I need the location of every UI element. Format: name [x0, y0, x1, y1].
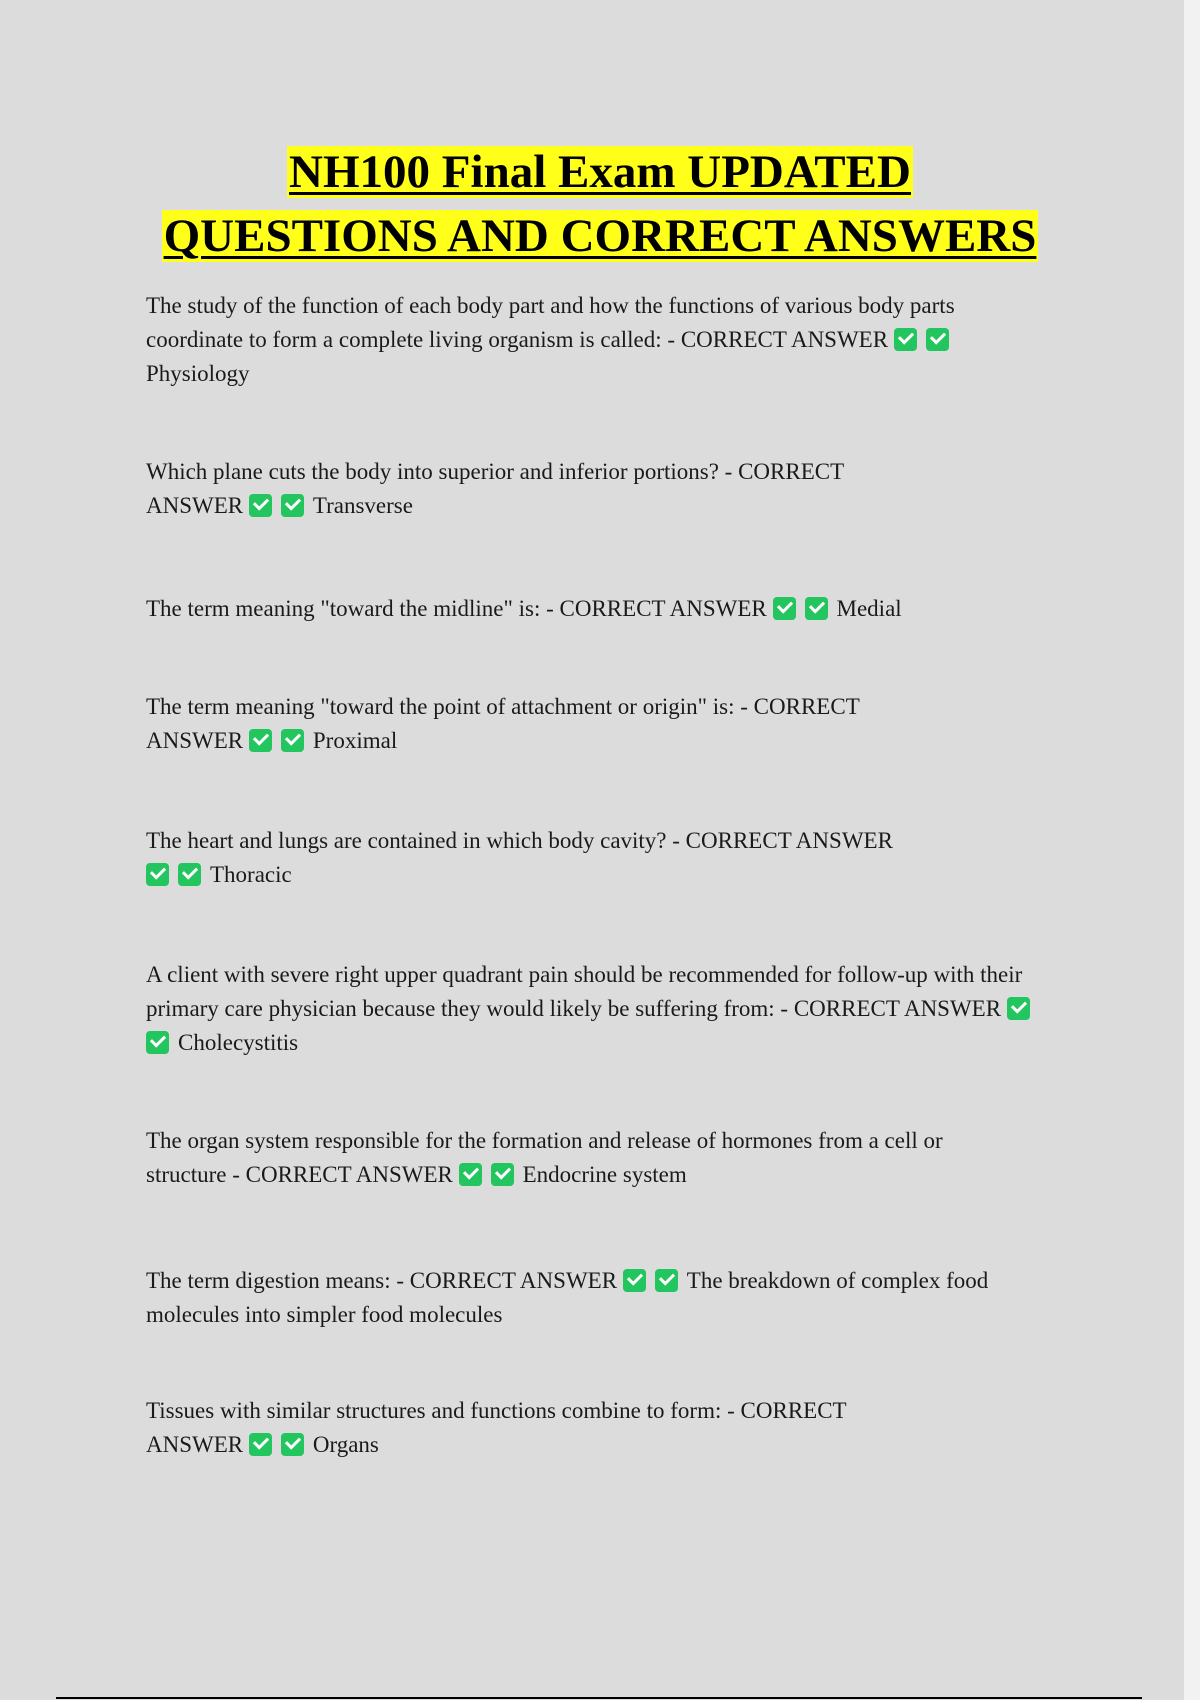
answer-text: Thoracic	[210, 862, 292, 887]
question-text: The study of the function of each body part and how the functions of various body parts coordinate to form a complete living organism is called: - CORRECT ANSWER	[146, 293, 955, 352]
check-mark-icon	[281, 494, 304, 517]
document-title	[0, 140, 1200, 268]
check-mark-icon	[459, 1163, 482, 1186]
footer-rule	[56, 1697, 1142, 1699]
answer-text: Proximal	[312, 728, 398, 753]
qa-item-8	[146, 1264, 1046, 1332]
question-text: Which plane cuts the body into superior and inferior portions? - CORRECT ANSWER	[146, 459, 844, 518]
check-mark-icon	[178, 863, 201, 886]
qa-item-2	[146, 455, 906, 523]
answer-text: Organs	[312, 1432, 379, 1457]
check-mark-icon	[1007, 997, 1030, 1020]
question-text: The term digestion means: - CORRECT ANSWER	[146, 1268, 623, 1293]
qa-item-4	[146, 690, 936, 758]
check-mark-icon	[894, 328, 917, 351]
title-line-2: QUESTIONS AND CORRECT ANSWERS	[163, 210, 1037, 262]
check-mark-icon	[146, 1031, 169, 1054]
check-mark-icon	[805, 597, 828, 620]
answer-text: Medial	[836, 596, 902, 621]
answer-text: Cholecystitis	[178, 1030, 299, 1055]
check-mark-icon	[773, 597, 796, 620]
question-text: The term meaning "toward the midline" is: - CORRECT ANSWER	[146, 596, 773, 621]
qa-item-3	[146, 592, 1046, 626]
check-mark-icon	[491, 1163, 514, 1186]
page-right-margin	[1184, 0, 1200, 1700]
qa-item-6	[146, 958, 1046, 1060]
question-text: The term meaning "toward the point of attachment or origin" is: - CORRECT ANSWER	[146, 694, 860, 753]
qa-item-1	[146, 289, 1026, 391]
qa-item-9	[146, 1394, 906, 1462]
question-text: The organ system responsible for the formation and release of hormones from a cell or structure - CORRECT ANSWER	[146, 1128, 943, 1187]
check-mark-icon	[623, 1269, 646, 1292]
check-mark-icon	[281, 1433, 304, 1456]
question-text: The heart and lungs are contained in which body cavity? - CORRECT ANSWER	[146, 828, 893, 853]
check-mark-icon	[249, 494, 272, 517]
check-mark-icon	[281, 729, 304, 752]
check-mark-icon	[926, 328, 949, 351]
check-mark-icon	[655, 1269, 678, 1292]
check-mark-icon	[249, 729, 272, 752]
title-line-1: NH100 Final Exam UPDATED	[289, 146, 911, 198]
question-text: Tissues with similar structures and functions combine to form: - CORRECT ANSWER	[146, 1398, 847, 1457]
qa-item-7	[146, 1124, 1026, 1192]
question-text: A client with severe right upper quadrant pain should be recommended for follow-up with their primary care physician because they would likely be suffering from: - CORRECT ANSWER	[146, 962, 1023, 1021]
check-mark-icon	[146, 863, 169, 886]
qa-item-5	[146, 824, 906, 892]
answer-text: The breakdown of complex food molecules into simpler food molecules	[146, 1268, 989, 1327]
answer-text: Physiology	[146, 361, 250, 386]
answer-text: Transverse	[312, 493, 413, 518]
answer-text: Endocrine system	[522, 1162, 687, 1187]
check-mark-icon	[249, 1433, 272, 1456]
